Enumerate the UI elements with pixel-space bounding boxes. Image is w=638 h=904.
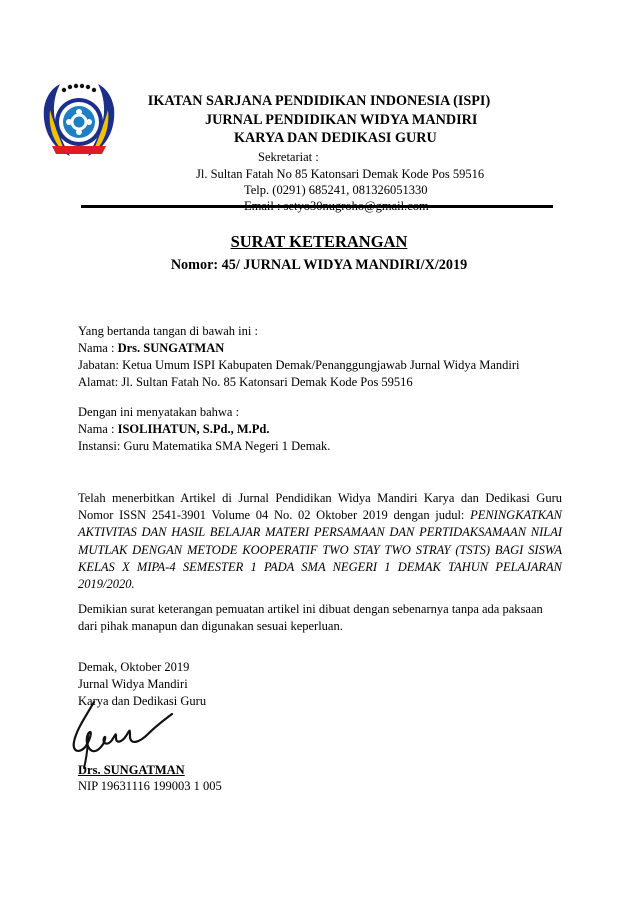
document-number: Nomor: 45/ JURNAL WIDYA MANDIRI/X/2019 xyxy=(170,257,468,273)
secretariat-label: Sekretariat : xyxy=(258,150,319,164)
letterhead-address: Jl. Sultan Fatah No 85 Katonsari Demak Kode Pos 59516 xyxy=(196,167,485,181)
signer-intro: Yang bertanda tangan di bawah ini : xyxy=(78,324,258,338)
signature-org1: Jurnal Widya Mandiri xyxy=(78,677,188,691)
recipient-name: ISOLIHATUN, S.Pd., M.Pd. xyxy=(117,422,270,436)
recipient-name-label: Nama : xyxy=(78,422,118,436)
statement-paragraph xyxy=(78,490,562,593)
recipient-intro: Dengan ini menyatakan bahwa : xyxy=(78,405,240,419)
signer-name-row xyxy=(78,341,224,356)
signatory-nip: NIP 19631116 199003 1 005 xyxy=(78,779,222,793)
signer-position: Jabatan: Ketua Umum ISPI Kabupaten Demak/Penanggungjawab Jurnal Widya Mandiri xyxy=(78,358,520,372)
recipient-institution: Instansi: Guru Matematika SMA Negeri 1 Demak. xyxy=(78,439,331,453)
signer-name-label: Nama : xyxy=(78,341,118,355)
signature-org2: Karya dan Dedikasi Guru xyxy=(78,694,207,708)
signatory-name: Drs. SUNGATMAN xyxy=(78,763,185,777)
document-title: SURAT KETERANGAN xyxy=(230,232,408,251)
org-name-line3: KARYA DAN DEDIKASI GURU xyxy=(234,130,437,146)
letterhead-email: Email : setyo30nugroho@gmail.com xyxy=(244,199,429,213)
org-name-line1: IKATAN SARJANA PENDIDIKAN INDONESIA (ISPI) xyxy=(147,93,491,109)
closing-paragraph: Demikian surat keterangan pemuatan artikel ini dibuat dengan sebenarnya tanpa ada paksaan dari pihak manapun dan digunakan sesuai keperluan. xyxy=(78,602,543,634)
article-title: PENINGKATKAN AKTIVITAS DAN HASIL BELAJAR MATERI PERSAMAAN DAN PERTIDAKSAMAAN NILAI MUTLAK DENGAN METODE KOOPERATIF TWO STAY TWO STRAY (TSTS) BAGI SISWA KELAS X MIPA-4 SEMESTER 1 PADA SMA NEGERI 1 DEMAK TAHUN PELAJARAN 2019/2020. xyxy=(78,508,562,592)
place-date: Demak, Oktober 2019 xyxy=(78,660,190,674)
statement-text: Telah menerbitkan Artikel di Jurnal Pendidikan Widya Mandiri Karya dan Dedikasi Guru Nomor ISSN 2541-3901 Volume 04 No. 02 Oktober 2019 dengan judul: xyxy=(78,491,562,523)
org-name-line2: JURNAL PENDIDIKAN WIDYA MANDIRI xyxy=(205,112,478,128)
letterhead-divider xyxy=(81,205,553,208)
recipient-name-row xyxy=(78,422,269,437)
handwritten-signature xyxy=(66,698,176,770)
signer-name: Drs. SUNGATMAN xyxy=(117,341,225,355)
letterhead-phone: Telp. (0291) 685241, 081326051330 xyxy=(244,183,428,197)
signer-address: Alamat: Jl. Sultan Fatah No. 85 Katonsari Demak Kode Pos 59516 xyxy=(78,375,413,389)
